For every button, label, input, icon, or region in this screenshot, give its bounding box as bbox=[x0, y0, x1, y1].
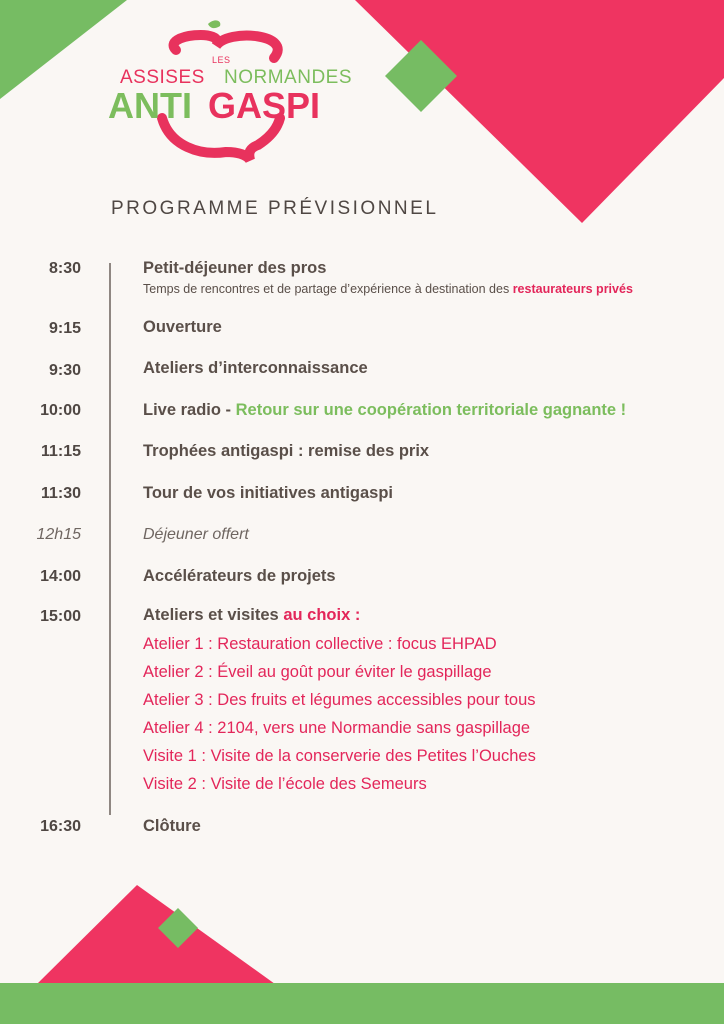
entry-subtitle bbox=[143, 282, 633, 296]
list-item: Visite 2 : Visite de l’école des Semeurs bbox=[143, 775, 427, 793]
schedule-entry-1 bbox=[143, 318, 222, 337]
schedule-entry-2 bbox=[143, 359, 368, 378]
bottom-pink-triangle bbox=[37, 885, 277, 985]
top-right-pink-triangle bbox=[355, 0, 724, 230]
page-title: PROGRAMME PRÉVISIONNEL bbox=[111, 198, 439, 219]
bottom-green-diamond bbox=[158, 908, 198, 948]
subtitle-text: Temps de rencontres et de partage d’expérience à destination des bbox=[143, 282, 513, 296]
time-3: 10:00 bbox=[40, 402, 81, 419]
schedule-entry-8 bbox=[143, 606, 536, 798]
logo-anti: ANTI bbox=[108, 85, 192, 126]
entry-label: Ateliers d’interconnaissance bbox=[143, 359, 368, 377]
logo-assises: ASSISES bbox=[120, 67, 205, 88]
label-text: Ateliers et visites bbox=[143, 606, 284, 624]
list-item: Atelier 4 : 2104, vers une Normandie sans gaspillage bbox=[143, 719, 531, 737]
entry-label: Accélérateurs de projets bbox=[143, 567, 336, 585]
list-item: Visite 1 : Visite de la conserverie des Petites l’Ouches bbox=[143, 747, 536, 765]
timeline-line bbox=[109, 263, 111, 815]
label-text: Live radio - bbox=[143, 401, 236, 419]
bottom-green-band bbox=[0, 983, 724, 1024]
schedule-entry-6 bbox=[143, 526, 249, 544]
label-highlight: Retour sur une coopération territoriale gagnante ! bbox=[235, 401, 627, 419]
list-item: Atelier 1 : Restauration collective : focus EHPAD bbox=[143, 635, 497, 653]
time-7: 14:00 bbox=[40, 568, 81, 585]
workshop-list bbox=[143, 630, 536, 798]
entry-label bbox=[143, 606, 536, 625]
time-1: 9:15 bbox=[48, 320, 81, 337]
time-4: 11:15 bbox=[40, 443, 81, 460]
logo-normandes: NORMANDES bbox=[224, 67, 353, 88]
list-item: Atelier 2 : Éveil au goût pour éviter le gaspillage bbox=[143, 663, 492, 681]
time-6: 12h15 bbox=[36, 526, 81, 543]
schedule-entry-4 bbox=[143, 442, 429, 461]
time-0: 8:30 bbox=[48, 260, 81, 277]
label-highlight: au choix : bbox=[283, 606, 361, 624]
schedule-entry-3 bbox=[143, 401, 626, 420]
list-item: Atelier 3 : Des fruits et légumes accessibles pour tous bbox=[143, 691, 536, 709]
time-9: 16:30 bbox=[40, 818, 81, 835]
entry-label: Tour de vos initiatives antigaspi bbox=[143, 484, 393, 502]
top-green-diamond bbox=[385, 40, 457, 112]
time-2: 9:30 bbox=[48, 362, 81, 379]
entry-label bbox=[143, 401, 626, 420]
entry-label: Déjeuner offert bbox=[143, 526, 249, 543]
schedule-entry-5 bbox=[143, 484, 393, 503]
entry-label: Ouverture bbox=[143, 318, 222, 336]
subtitle-highlight: restaurateurs privés bbox=[512, 282, 633, 296]
time-5: 11:30 bbox=[40, 485, 81, 502]
entry-label: Clôture bbox=[143, 817, 201, 835]
entry-label: Petit-déjeuner des pros bbox=[143, 259, 327, 277]
schedule-entry-7 bbox=[143, 567, 336, 586]
schedule-entry-9 bbox=[143, 817, 201, 836]
logo bbox=[108, 18, 353, 163]
time-8: 15:00 bbox=[40, 608, 81, 625]
schedule-entry-0 bbox=[143, 259, 633, 296]
logo-les: LES bbox=[212, 55, 231, 65]
logo-gaspi: GASPI bbox=[208, 85, 321, 126]
entry-label: Trophées antigaspi : remise des prix bbox=[143, 442, 430, 460]
